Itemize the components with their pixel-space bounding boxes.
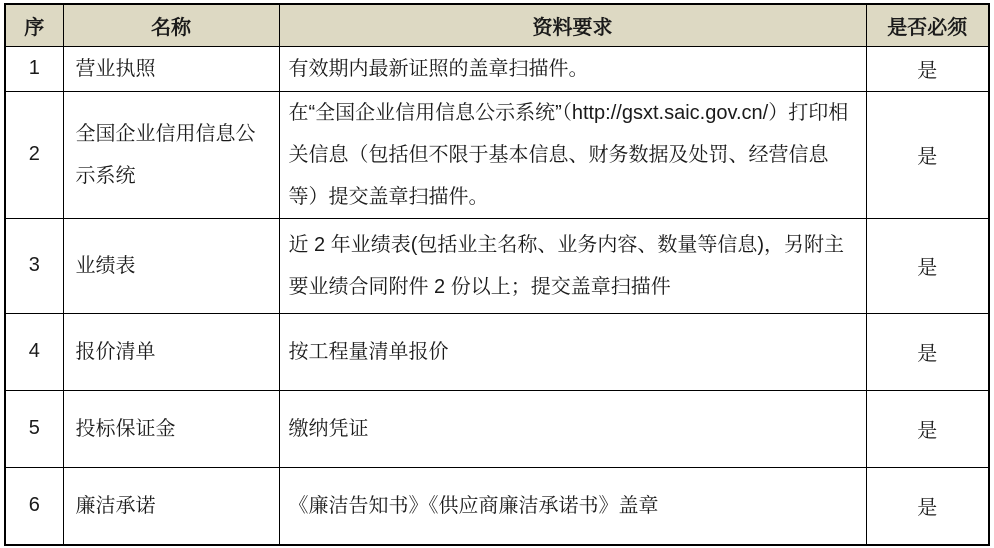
- item-required: 是: [866, 467, 989, 545]
- item-requirement: 《廉洁告知书》《供应商廉洁承诺书》盖章: [279, 467, 866, 545]
- item-requirement: 近 2 年业绩表(包括业主名称、业务内容、数量等信息)，另附主要业绩合同附件 2 份以上；提交盖章扫描件: [279, 218, 866, 313]
- table-row: [5, 218, 989, 313]
- item-requirement: 有效期内最新证照的盖章扫描件。: [279, 46, 866, 91]
- row-number: 1: [5, 46, 63, 91]
- table-row: [5, 91, 989, 218]
- item-name: 业绩表: [63, 218, 279, 313]
- row-number: 5: [5, 390, 63, 467]
- item-requirement: 在“全国企业信用信息公示系统”（http://gsxt.saic.gov.cn/）打印相关信息（包括但不限于基本信息、财务数据及处罚、经营信息等）提交盖章扫描件。: [279, 91, 866, 218]
- table-row: [5, 390, 989, 467]
- row-number: 2: [5, 91, 63, 218]
- item-required: 是: [866, 91, 989, 218]
- item-name: 投标保证金: [63, 390, 279, 467]
- table-row: [5, 46, 989, 91]
- table-row: [5, 313, 989, 390]
- column-header-requirement: 资料要求: [279, 4, 866, 46]
- bid-materials-requirements-table: [4, 3, 990, 546]
- column-header-index: 序: [5, 4, 63, 46]
- header-row: [5, 4, 989, 46]
- item-required: 是: [866, 46, 989, 91]
- item-required: 是: [866, 313, 989, 390]
- row-number: 6: [5, 467, 63, 545]
- column-header-required: 是否必须: [866, 4, 989, 46]
- item-name: 全国企业信用信息公示系统: [63, 91, 279, 218]
- item-required: 是: [866, 390, 989, 467]
- item-requirement: 缴纳凭证: [279, 390, 866, 467]
- table-row: [5, 467, 989, 545]
- item-name: 廉洁承诺: [63, 467, 279, 545]
- item-requirement: 按工程量清单报价: [279, 313, 866, 390]
- item-name: 营业执照: [63, 46, 279, 91]
- column-header-name: 名称: [63, 4, 279, 46]
- item-name: 报价清单: [63, 313, 279, 390]
- item-required: 是: [866, 218, 989, 313]
- row-number: 4: [5, 313, 63, 390]
- row-number: 3: [5, 218, 63, 313]
